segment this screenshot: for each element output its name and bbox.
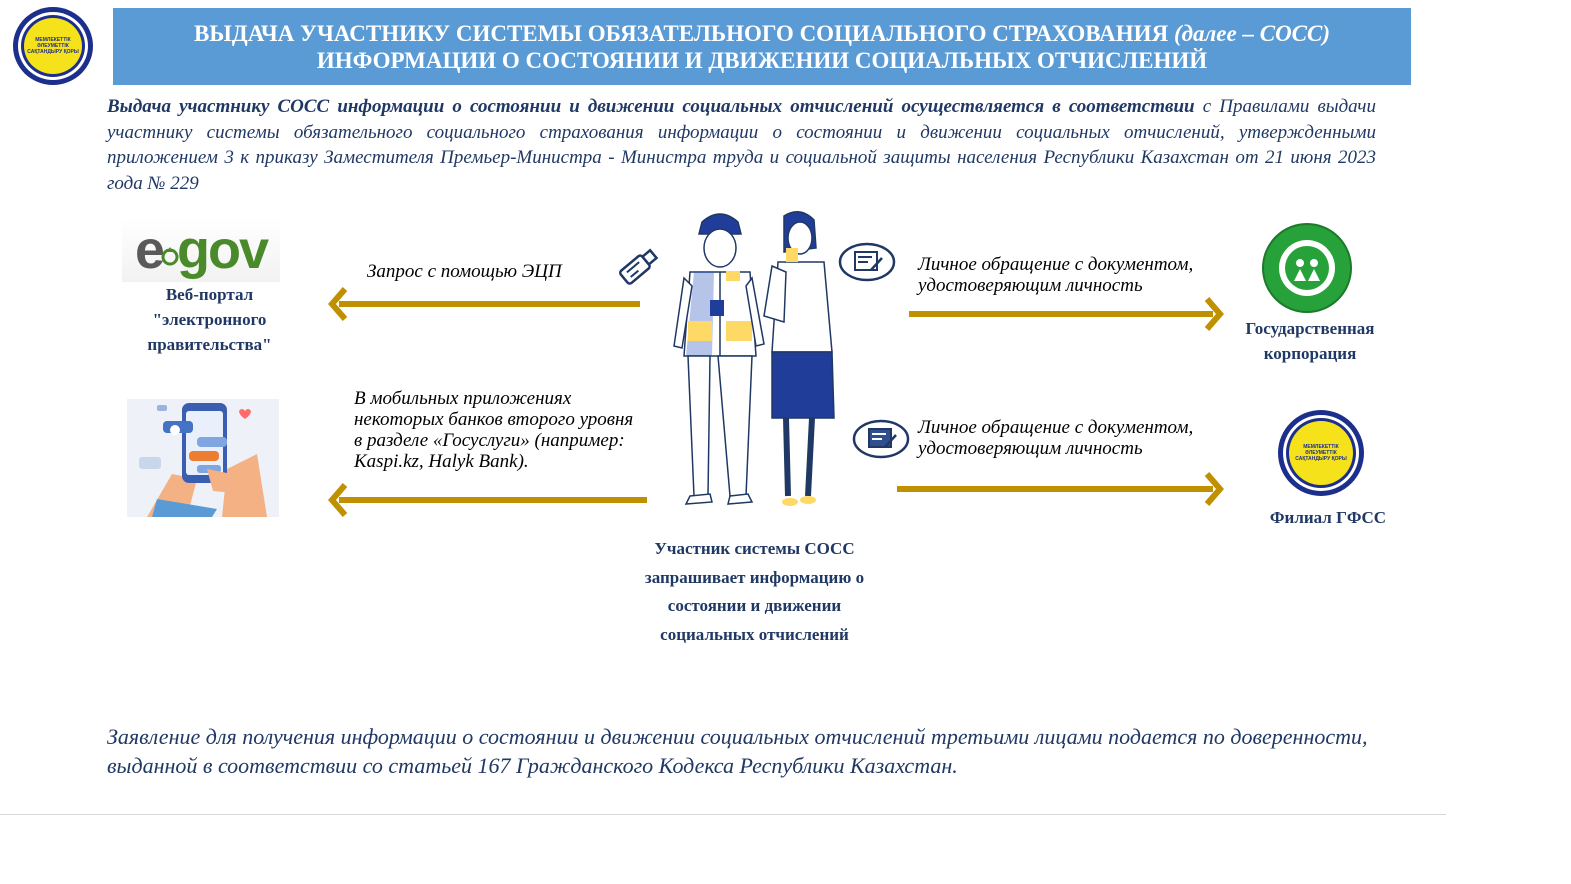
title-line-2: ИНФОРМАЦИИ О СОСТОЯНИИ И ДВИЖЕНИИ СОЦИАЛЬНЫХ ОТЧИСЛЕНИЙ: [316, 47, 1208, 73]
phone-app-icon: [127, 399, 279, 517]
bottom-divider: [0, 814, 1446, 815]
arrow-to-goscorp: [909, 295, 1227, 333]
title-abbrev: (далее – СОСС): [1173, 20, 1331, 46]
participant-label: Участник системы СОСС запрашивает информацию о состоянии и движении социальных отчислений: [644, 539, 865, 644]
title-banner: [113, 8, 1411, 85]
intro-rest: с Правилами выдачи участнику системы обязательного социального страхования информации о состоянии и движении социальных отчислений, утвержденными приложением 3 к приказу Заместителя Премьер-Министра - Министра труда и социальной защиты населения Республики Казахстан от 21 июня 2023 года № 229: [107, 96, 1376, 194]
arrow-to-egov-label: Запрос с помощью ЭЦП: [367, 261, 562, 282]
document-icon: [838, 242, 896, 282]
intro-paragraph: [107, 94, 1376, 196]
egov-logo-icon: [122, 218, 280, 282]
workers-illustration-icon: [668, 206, 846, 512]
branch-label: Филиал ГФСС: [1269, 508, 1387, 527]
arrow-to-bank-apps: [325, 481, 649, 519]
egov-logo-e: e: [134, 220, 164, 280]
gfss-logo-text: МЕМЛЕКЕТТІК ӘЛЕУМЕТТІК САҚТАНДЫРУ ҚОРЫ: [24, 18, 82, 74]
gfss-branch-logo-icon: [1278, 410, 1364, 496]
arrow-to-bank-apps-label: В мобильных приложениях некоторых банков второго уровня в разделе «Госуслуги» (например: Kaspi.kz, Halyk Bank).: [354, 388, 634, 472]
gfss-branch-logo-text: МЕМЛЕКЕТТІК ӘЛЕУМЕТТІК САҚТАНДЫРУ ҚОРЫ: [1289, 421, 1353, 485]
title-line-1: [113, 20, 1411, 47]
arrow-to-branch-label: Личное обращение с документом, удостоверяющим личность: [918, 417, 1194, 459]
goscorp-logo-icon: [1262, 223, 1352, 313]
egov-logo-gov: gov: [177, 220, 268, 280]
egov-label: Веб-портал "электронного правительства": [147, 285, 272, 354]
arrow-to-goscorp-label: Личное обращение с документом, удостоверяющим личность: [918, 254, 1194, 296]
arrow-to-branch: [897, 470, 1227, 508]
intro-bold: Выдача участнику СОСС информации о состоянии и движении социальных отчислений осуществляется в соответствии: [107, 96, 1195, 117]
title-main: ВЫДАЧА УЧАСТНИКУ СИСТЕМЫ ОБЯЗАТЕЛЬНОГО СОЦИАЛЬНОГО СТРАХОВАНИЯ: [193, 20, 1169, 46]
gfss-logo-icon: [13, 7, 93, 85]
arrow-to-egov: [325, 285, 643, 323]
footer-note: Заявление для получения информации о состоянии и движении социальных отчислений третьими лицами подается по доверенности, выданной в соответствии со статьей 167 Гражданского Кодекса Республики Казахстан.: [107, 724, 1368, 778]
document-icon: [852, 419, 910, 459]
goscorp-label: Государственная корпорация: [1245, 319, 1375, 363]
usb-token-icon: [612, 243, 664, 291]
